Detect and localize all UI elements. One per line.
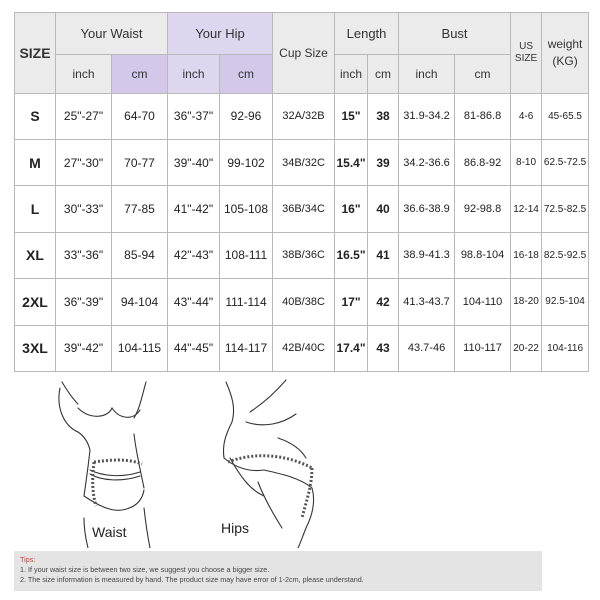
waist-cm-cell: 94-104: [112, 279, 168, 325]
us-header-line2: SIZE: [514, 52, 538, 64]
bust-inch-cell: 31.9-34.2: [399, 93, 455, 139]
cup-size-header: Cup Size: [273, 13, 335, 94]
waist-cm-cell: 77-85: [112, 186, 168, 232]
length-inch-cell: 15.4": [335, 140, 368, 186]
waist-header: Your Waist: [56, 13, 168, 55]
bust-inch-cell: 36.6-38.9: [399, 186, 455, 232]
bust-inch-cell: 38.9-41.3: [399, 232, 455, 278]
table-row: [15, 279, 589, 325]
length-inch-cell: 17.4": [335, 325, 368, 371]
size-cell: S: [15, 93, 56, 139]
bust-cm-cell: 104-110: [455, 279, 511, 325]
size-header: SIZE: [15, 13, 56, 94]
us-size-cell: 12-14: [511, 186, 542, 232]
length-header: Length: [335, 13, 399, 55]
bust-cm-cell: 92-98.8: [455, 186, 511, 232]
waist-cm-cell: 104-115: [112, 325, 168, 371]
waist-cm-cell: 64-70: [112, 93, 168, 139]
bust-inch-cell: 41.3-43.7: [399, 279, 455, 325]
tips-box: [14, 551, 542, 591]
bust-cm-cell: 81-86.8: [455, 93, 511, 139]
unit-header: inch: [335, 55, 368, 93]
table-row: [15, 186, 589, 232]
unit-header: inch: [399, 55, 455, 93]
tips-line-2: 2. The size information is measured by hand. The product size may have error of 1-2cm, please understand.: [20, 575, 364, 584]
weight-cell: 104-116: [542, 325, 589, 371]
waist-label: Waist: [92, 524, 127, 540]
measurement-illustration: [50, 378, 340, 548]
hip-cm-cell: 105-108: [220, 186, 273, 232]
waist-cm-cell: 85-94: [112, 232, 168, 278]
weight-cell: 92.5-104: [542, 279, 589, 325]
weight-cell: 45-65.5: [542, 93, 589, 139]
size-cell: L: [15, 186, 56, 232]
length-cm-cell: 39: [368, 140, 399, 186]
length-cm-cell: 42: [368, 279, 399, 325]
length-inch-cell: 16.5": [335, 232, 368, 278]
size-cell: 2XL: [15, 279, 56, 325]
us-size-cell: 8-10: [511, 140, 542, 186]
hip-inch-cell: 43"-44": [168, 279, 220, 325]
weight-cell: 72.5-82.5: [542, 186, 589, 232]
length-inch-cell: 16": [335, 186, 368, 232]
waist-inch-cell: 30"-33": [56, 186, 112, 232]
weight-cell: 62.5-72.5: [542, 140, 589, 186]
us-size-header: [511, 13, 542, 94]
waist-inch-cell: 36"-39": [56, 279, 112, 325]
bust-inch-cell: 43.7-46: [399, 325, 455, 371]
us-size-cell: 4-6: [511, 93, 542, 139]
length-inch-cell: 17": [335, 279, 368, 325]
table-row: [15, 140, 589, 186]
waist-cm-cell: 70-77: [112, 140, 168, 186]
cup-size-cell: 34B/32C: [273, 140, 335, 186]
hip-inch-cell: 44"-45": [168, 325, 220, 371]
table-row: [15, 93, 589, 139]
hip-inch-cell: 41"-42": [168, 186, 220, 232]
us-header-line1: US: [519, 40, 533, 52]
cup-size-cell: 40B/38C: [273, 279, 335, 325]
length-cm-cell: 41: [368, 232, 399, 278]
weight-header: [542, 13, 589, 94]
table-row: [15, 232, 589, 278]
us-size-cell: 16-18: [511, 232, 542, 278]
hip-cm-cell: 111-114: [220, 279, 273, 325]
unit-header: cm: [368, 55, 399, 93]
hip-inch-cell: 39"-40": [168, 140, 220, 186]
unit-header: inch: [56, 55, 112, 93]
size-cell: M: [15, 140, 56, 186]
bust-cm-cell: 98.8-104: [455, 232, 511, 278]
unit-header: cm: [112, 55, 168, 93]
bust-header: Bust: [399, 13, 511, 55]
waist-inch-cell: 33"-36": [56, 232, 112, 278]
size-chart-table: [14, 12, 589, 372]
weight-header-line1: weight: [547, 36, 583, 51]
waist-inch-cell: 25"-27": [56, 93, 112, 139]
us-size-cell: 18-20: [511, 279, 542, 325]
us-size-cell: 20-22: [511, 325, 542, 371]
waist-inch-cell: 39"-42": [56, 325, 112, 371]
length-cm-cell: 38: [368, 93, 399, 139]
size-cell: 3XL: [15, 325, 56, 371]
unit-header: cm: [455, 55, 511, 93]
tips-line-1: 1. If your waist size is between two size, we suggest you choose a bigger size.: [20, 565, 270, 574]
hip-inch-cell: 36"-37": [168, 93, 220, 139]
unit-header: cm: [220, 55, 273, 93]
weight-cell: 82.5-92.5: [542, 232, 589, 278]
bust-inch-cell: 34.2-36.6: [399, 140, 455, 186]
hip-cm-cell: 108-111: [220, 232, 273, 278]
size-cell: XL: [15, 232, 56, 278]
hip-cm-cell: 92-96: [220, 93, 273, 139]
waist-inch-cell: 27"-30": [56, 140, 112, 186]
unit-header: inch: [168, 55, 220, 93]
hip-cm-cell: 99-102: [220, 140, 273, 186]
table-row: [15, 325, 589, 371]
cup-size-cell: 32A/32B: [273, 93, 335, 139]
tips-title: Tips:: [20, 555, 36, 564]
cup-size-cell: 36B/34C: [273, 186, 335, 232]
weight-header-line2: (KG): [552, 53, 578, 68]
length-inch-cell: 15": [335, 93, 368, 139]
bust-cm-cell: 86.8-92: [455, 140, 511, 186]
hips-label: Hips: [221, 520, 250, 536]
bust-cm-cell: 110-117: [455, 325, 511, 371]
hip-inch-cell: 42"-43": [168, 232, 220, 278]
cup-size-cell: 38B/36C: [273, 232, 335, 278]
hip-header: Your Hip: [168, 13, 273, 55]
length-cm-cell: 40: [368, 186, 399, 232]
hip-cm-cell: 114-117: [220, 325, 273, 371]
waist-tape-drawing: [93, 460, 142, 506]
cup-size-cell: 42B/40C: [273, 325, 335, 371]
length-cm-cell: 43: [368, 325, 399, 371]
